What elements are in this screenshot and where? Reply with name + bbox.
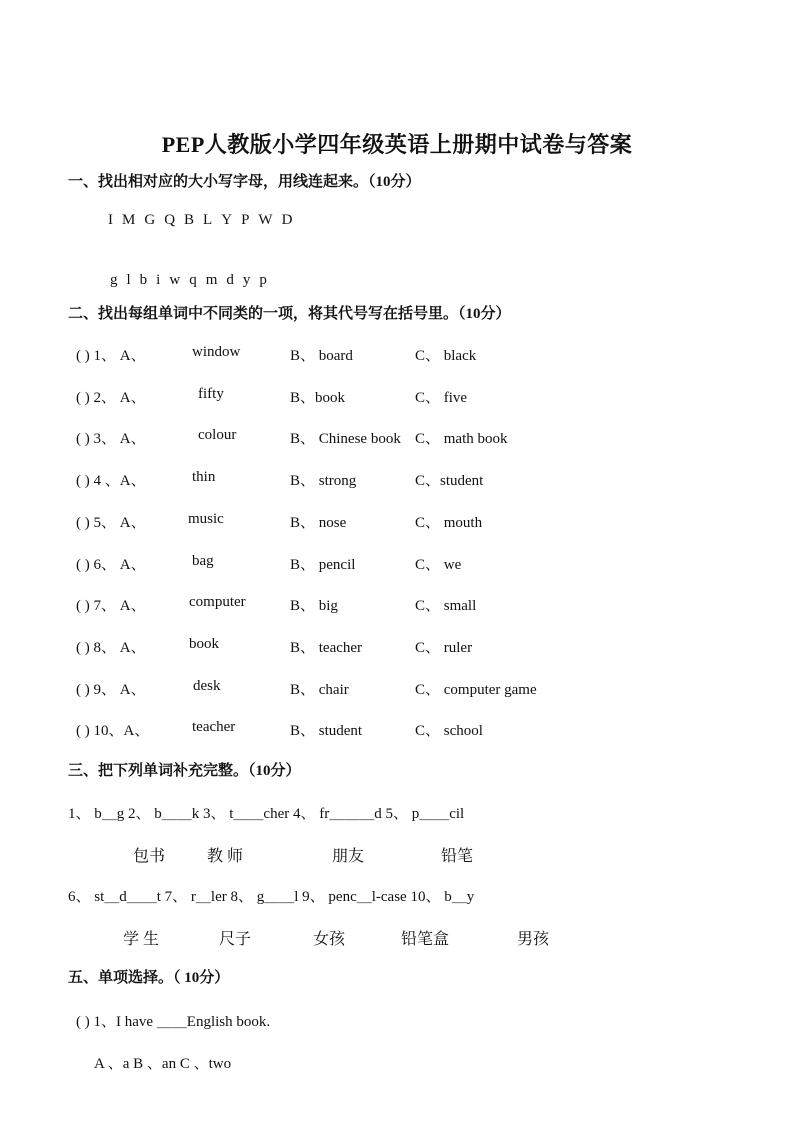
gloss-2-2: 尺子 (219, 931, 252, 948)
option-b: B、 nose (290, 515, 347, 531)
option-c: C、 computer game (415, 682, 537, 698)
upper-letter: D (281, 212, 293, 228)
option-c: C、 small (415, 598, 477, 614)
fill-line-1: 1、 b＿g 2、 b＿＿k 3、 t＿＿cher 4、 fr＿＿＿d 5、 p＿＿cil (68, 806, 465, 822)
option-c: C、 five (415, 390, 468, 406)
lower-letter: d (226, 272, 234, 288)
option-a: fifty (198, 386, 224, 402)
option-b: B、 Chinese book (290, 431, 401, 447)
gloss-2-1: 学 生 (123, 931, 160, 948)
gloss-1-3: 朋友 (332, 848, 365, 865)
lower-letter: p (259, 272, 267, 288)
upper-letter: Q (164, 212, 176, 228)
upper-letter: Y (221, 212, 233, 228)
option-c: C、student (415, 473, 484, 489)
option-c: C、 mouth (415, 515, 483, 531)
option-a: computer (189, 594, 246, 610)
lower-letter: b (139, 272, 148, 288)
section3-heading: 三、把下列单词补充完整。（10分） (68, 763, 301, 779)
uppercase-letters (108, 212, 301, 229)
upper-letter: L (203, 212, 213, 228)
gloss-1-1: 包书 (133, 848, 166, 865)
upper-letter: M (122, 212, 136, 228)
upper-letter: P (241, 212, 250, 228)
option-a: book (189, 636, 219, 652)
option-b: B、 pencil (290, 557, 356, 573)
option-b: B、 teacher (290, 640, 363, 656)
option-b: B、 chair (290, 682, 349, 698)
lowercase-letters (110, 272, 276, 289)
option-b: B、 student (290, 723, 363, 739)
item-number: ( ) 10、A、 (76, 723, 150, 739)
item-number: ( ) 3、 A、 (76, 431, 146, 447)
option-c: C、 black (415, 348, 477, 364)
item-number: ( ) 7、 A、 (76, 598, 146, 614)
lower-letter: g (110, 272, 118, 288)
gloss-2-4: 铅笔盒 (401, 931, 450, 948)
lower-letter: q (189, 272, 197, 288)
option-a: desk (193, 678, 221, 694)
option-c: C、 ruler (415, 640, 473, 656)
upper-letter: B (184, 212, 195, 228)
gloss-1-4: 铅笔 (441, 848, 474, 865)
lower-letter: w (169, 272, 181, 288)
item-number: ( ) 1、 A、 (76, 348, 146, 364)
lower-letter: y (242, 272, 251, 288)
lower-letter: i (156, 272, 161, 288)
upper-letter: G (144, 212, 156, 228)
choice-question-1-options: A 、a B 、an C 、two (94, 1056, 232, 1072)
option-c: C、 school (415, 723, 483, 739)
item-number: ( ) 9、 A、 (76, 682, 146, 698)
option-a: bag (192, 553, 214, 569)
section5-heading: 五、单项选择。（ 10分） (68, 970, 230, 986)
section1-heading: 一、找出相对应的大小写字母，用线连起来。（10分） (68, 174, 421, 190)
page-title: PEP人教版小学四年级英语上册期中试卷与答案 (161, 132, 633, 157)
item-number: ( ) 5、 A、 (76, 515, 146, 531)
item-number: ( ) 6、 A、 (76, 557, 146, 573)
lower-letter: m (205, 272, 218, 288)
option-c: C、 we (415, 557, 462, 573)
item-number: ( ) 4 、A、 (76, 473, 146, 489)
lower-letter: l (126, 272, 131, 288)
option-a: window (192, 344, 241, 360)
choice-question-1: ( ) 1、I have ＿＿English book. (76, 1014, 271, 1030)
fill-line-2: 6、 st＿d＿＿t 7、 r＿ler 8、 g＿＿l 9、 penc＿l-case 10、 b＿y (68, 889, 475, 905)
option-a: thin (192, 469, 216, 485)
option-b: B、 big (290, 598, 338, 614)
gloss-2-3: 女孩 (313, 931, 346, 948)
section2-heading: 二、找出每组单词中不同类的一项，将其代号写在括号里。（10分） (68, 306, 511, 322)
gloss-1-2: 教 师 (207, 848, 244, 865)
option-a: music (188, 511, 224, 527)
item-number: ( ) 8、 A、 (76, 640, 146, 656)
item-number: ( ) 2、 A、 (76, 390, 146, 406)
option-b: B、 strong (290, 473, 357, 489)
option-c: C、 math book (415, 431, 508, 447)
option-b: B、book (290, 390, 346, 406)
upper-letter: W (258, 212, 273, 228)
upper-letter: I (108, 212, 113, 228)
option-b: B、 board (290, 348, 353, 364)
option-a: teacher (192, 719, 236, 735)
option-a: colour (198, 427, 237, 443)
gloss-2-5: 男孩 (517, 931, 550, 948)
